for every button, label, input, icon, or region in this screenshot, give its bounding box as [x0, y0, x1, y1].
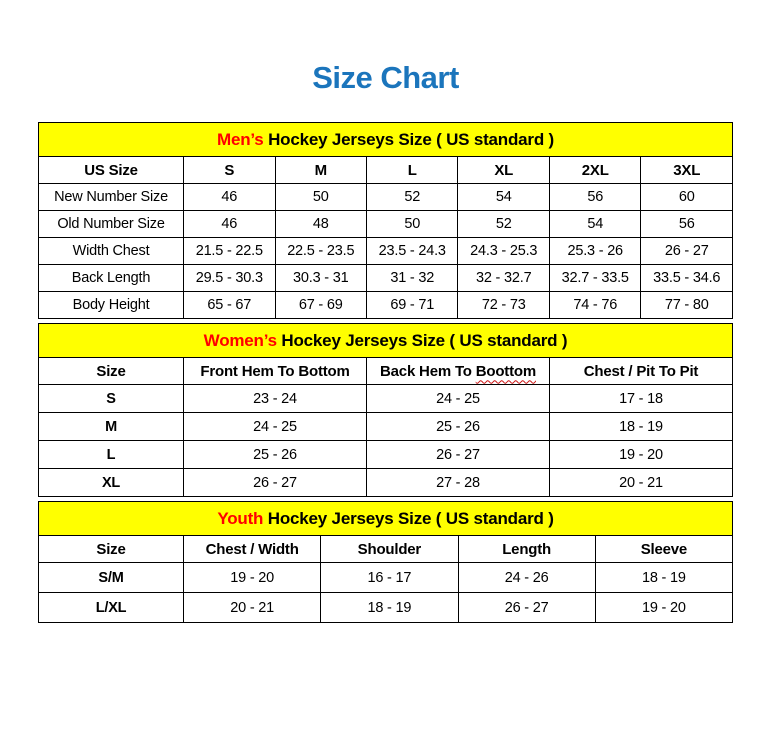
- column-header: Front Hem To Bottom: [184, 358, 367, 385]
- size-value: 50: [367, 211, 458, 238]
- youth-size-table: [38, 501, 733, 623]
- column-header-row: [39, 358, 733, 385]
- size-value: 24 - 25: [184, 413, 367, 441]
- row-label: XL: [39, 469, 184, 497]
- youth-section-band: [39, 502, 733, 536]
- table-row: [39, 238, 733, 265]
- size-value: 26 - 27: [458, 593, 595, 623]
- table-row: [39, 265, 733, 292]
- column-header: S: [184, 157, 275, 184]
- table-body: [39, 563, 733, 623]
- size-value: 25.3 - 26: [549, 238, 640, 265]
- size-value: 18 - 19: [321, 593, 458, 623]
- size-value: 19 - 20: [550, 441, 733, 469]
- size-value: 24 - 25: [367, 385, 550, 413]
- size-value: 52: [367, 184, 458, 211]
- column-header: Length: [458, 536, 595, 563]
- size-value: 32.7 - 33.5: [549, 265, 640, 292]
- column-header-row: [39, 157, 733, 184]
- section-band-row: [39, 123, 733, 157]
- size-value: 50: [275, 184, 366, 211]
- column-header: L: [367, 157, 458, 184]
- size-value: 26 - 27: [367, 441, 550, 469]
- column-header: M: [275, 157, 366, 184]
- size-value: 60: [641, 184, 733, 211]
- womens-size-table: [38, 323, 733, 497]
- size-value: 27 - 28: [367, 469, 550, 497]
- table-row: [39, 413, 733, 441]
- size-value: 72 - 73: [458, 292, 549, 319]
- column-header: Chest / Pit To Pit: [550, 358, 733, 385]
- row-label: L/XL: [39, 593, 184, 623]
- table-row: [39, 563, 733, 593]
- mens-section-band: [39, 123, 733, 157]
- table-body: [39, 184, 733, 319]
- womens-section-band: [39, 324, 733, 358]
- size-value: 21.5 - 22.5: [184, 238, 275, 265]
- size-value: 20 - 21: [184, 593, 321, 623]
- band-title-text: Hockey Jerseys Size ( US standard ): [276, 330, 568, 350]
- table-row: [39, 184, 733, 211]
- row-label: Back Length: [39, 265, 184, 292]
- row-label: L: [39, 441, 184, 469]
- table-row: [39, 211, 733, 238]
- size-value: 77 - 80: [641, 292, 733, 319]
- size-value: 26 - 27: [184, 469, 367, 497]
- size-value: 19 - 20: [595, 593, 732, 623]
- size-value: 54: [549, 211, 640, 238]
- size-value: 18 - 19: [595, 563, 732, 593]
- table-row: [39, 292, 733, 319]
- row-label: New Number Size: [39, 184, 184, 211]
- size-value: 16 - 17: [321, 563, 458, 593]
- size-value: 17 - 18: [550, 385, 733, 413]
- size-value: 31 - 32: [367, 265, 458, 292]
- mens-size-table: [38, 122, 733, 319]
- row-label: S: [39, 385, 184, 413]
- size-value: 19 - 20: [184, 563, 321, 593]
- misspelled-word: Boottom: [475, 362, 536, 380]
- column-header: 2XL: [549, 157, 640, 184]
- band-highlight-text: Youth: [217, 508, 264, 528]
- table-row: [39, 593, 733, 623]
- size-value: 52: [458, 211, 549, 238]
- size-value: 30.3 - 31: [275, 265, 366, 292]
- size-value: 22.5 - 23.5: [275, 238, 366, 265]
- size-value: 69 - 71: [367, 292, 458, 319]
- band-highlight-text: Women’s: [203, 330, 277, 350]
- column-header: 3XL: [641, 157, 733, 184]
- size-value: 33.5 - 34.6: [641, 265, 733, 292]
- column-header: Size: [39, 536, 184, 563]
- size-value: 32 - 32.7: [458, 265, 549, 292]
- size-value: 46: [184, 184, 275, 211]
- column-header: Shoulder: [321, 536, 458, 563]
- band-title-text: Hockey Jerseys Size ( US standard ): [263, 129, 554, 149]
- table-row: [39, 469, 733, 497]
- section-band-row: [39, 502, 733, 536]
- size-value: 54: [458, 184, 549, 211]
- row-label: Body Height: [39, 292, 184, 319]
- row-label: M: [39, 413, 184, 441]
- size-value: 23.5 - 24.3: [367, 238, 458, 265]
- column-header: US Size: [39, 157, 184, 184]
- size-value: 46: [184, 211, 275, 238]
- table-body: [39, 385, 733, 497]
- column-header: Back Hem To Boottom: [367, 358, 550, 385]
- band-highlight-text: Men’s: [217, 129, 264, 149]
- size-value: 67 - 69: [275, 292, 366, 319]
- size-value: 74 - 76: [549, 292, 640, 319]
- size-value: 24.3 - 25.3: [458, 238, 549, 265]
- band-title-text: Hockey Jerseys Size ( US standard ): [263, 508, 554, 528]
- row-label: Old Number Size: [39, 211, 184, 238]
- size-value: 18 - 19: [550, 413, 733, 441]
- size-value: 48: [275, 211, 366, 238]
- size-value: 24 - 26: [458, 563, 595, 593]
- size-value: 20 - 21: [550, 469, 733, 497]
- size-value: 56: [641, 211, 733, 238]
- section-band-row: [39, 324, 733, 358]
- size-value: 23 - 24: [184, 385, 367, 413]
- size-value: 56: [549, 184, 640, 211]
- column-header: Size: [39, 358, 184, 385]
- column-header: Sleeve: [595, 536, 732, 563]
- size-chart-container: [38, 122, 733, 623]
- row-label: S/M: [39, 563, 184, 593]
- row-label: Width Chest: [39, 238, 184, 265]
- table-row: [39, 441, 733, 469]
- size-value: 65 - 67: [184, 292, 275, 319]
- column-header: Chest / Width: [184, 536, 321, 563]
- size-value: 29.5 - 30.3: [184, 265, 275, 292]
- size-value: 25 - 26: [367, 413, 550, 441]
- column-header: XL: [458, 157, 549, 184]
- size-value: 25 - 26: [184, 441, 367, 469]
- size-value: 26 - 27: [641, 238, 733, 265]
- page-title: Size Chart: [312, 60, 459, 95]
- table-row: [39, 385, 733, 413]
- column-header-row: [39, 536, 733, 563]
